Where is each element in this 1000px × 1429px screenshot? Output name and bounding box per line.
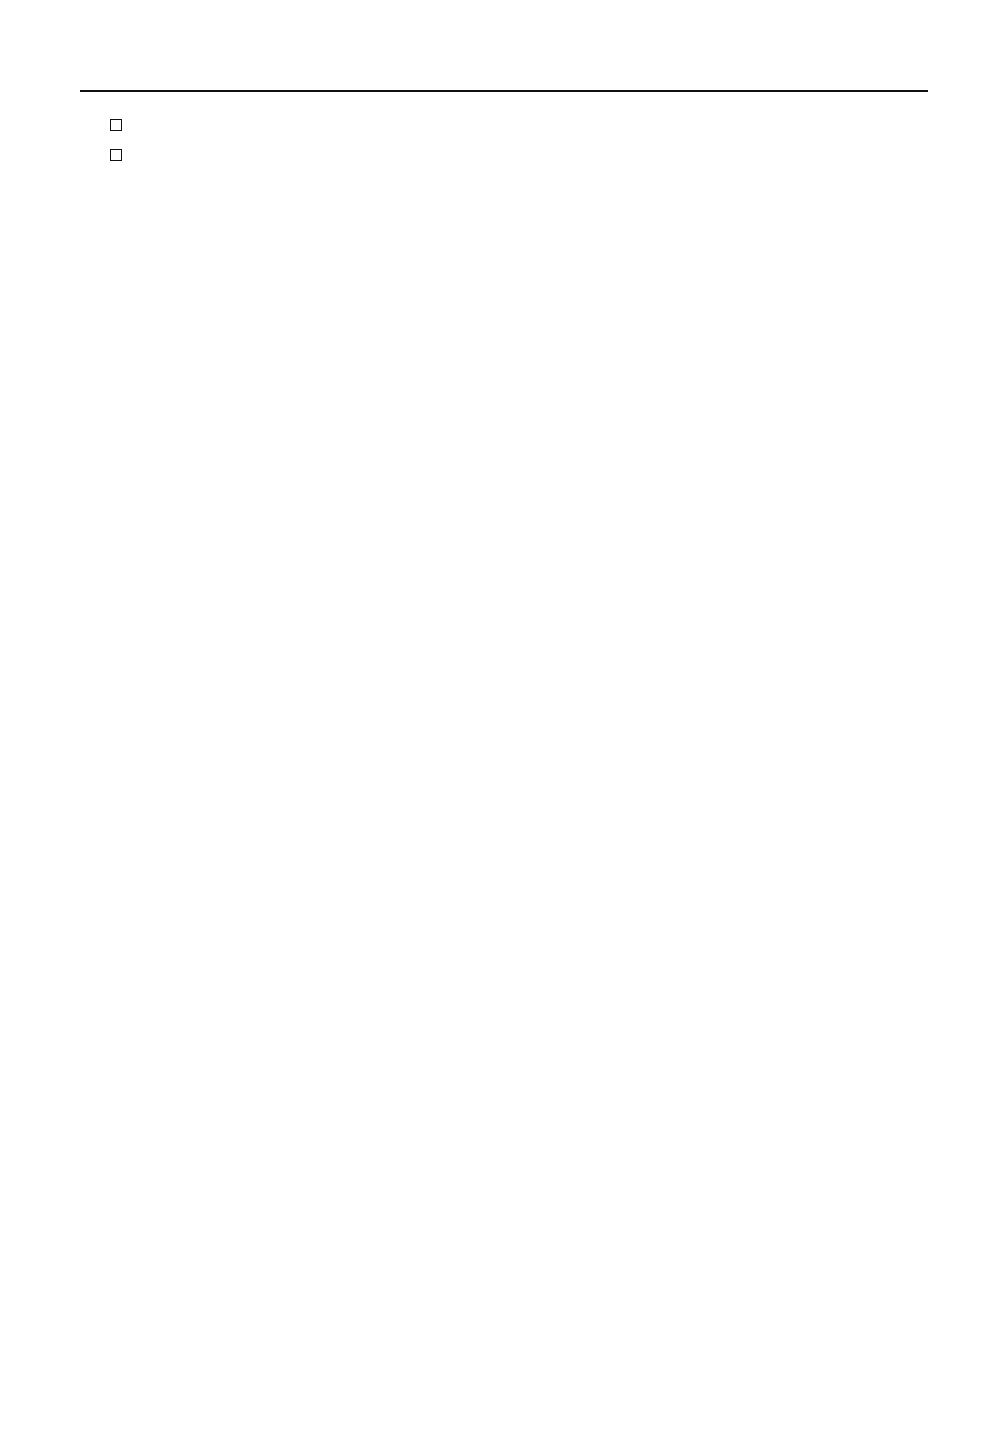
entry-text (80, 142, 488, 172)
square-marker-icon (110, 149, 122, 161)
entry-text (80, 112, 488, 142)
left-column (80, 112, 488, 171)
header-rule (80, 90, 928, 92)
square-marker-icon (110, 119, 122, 131)
